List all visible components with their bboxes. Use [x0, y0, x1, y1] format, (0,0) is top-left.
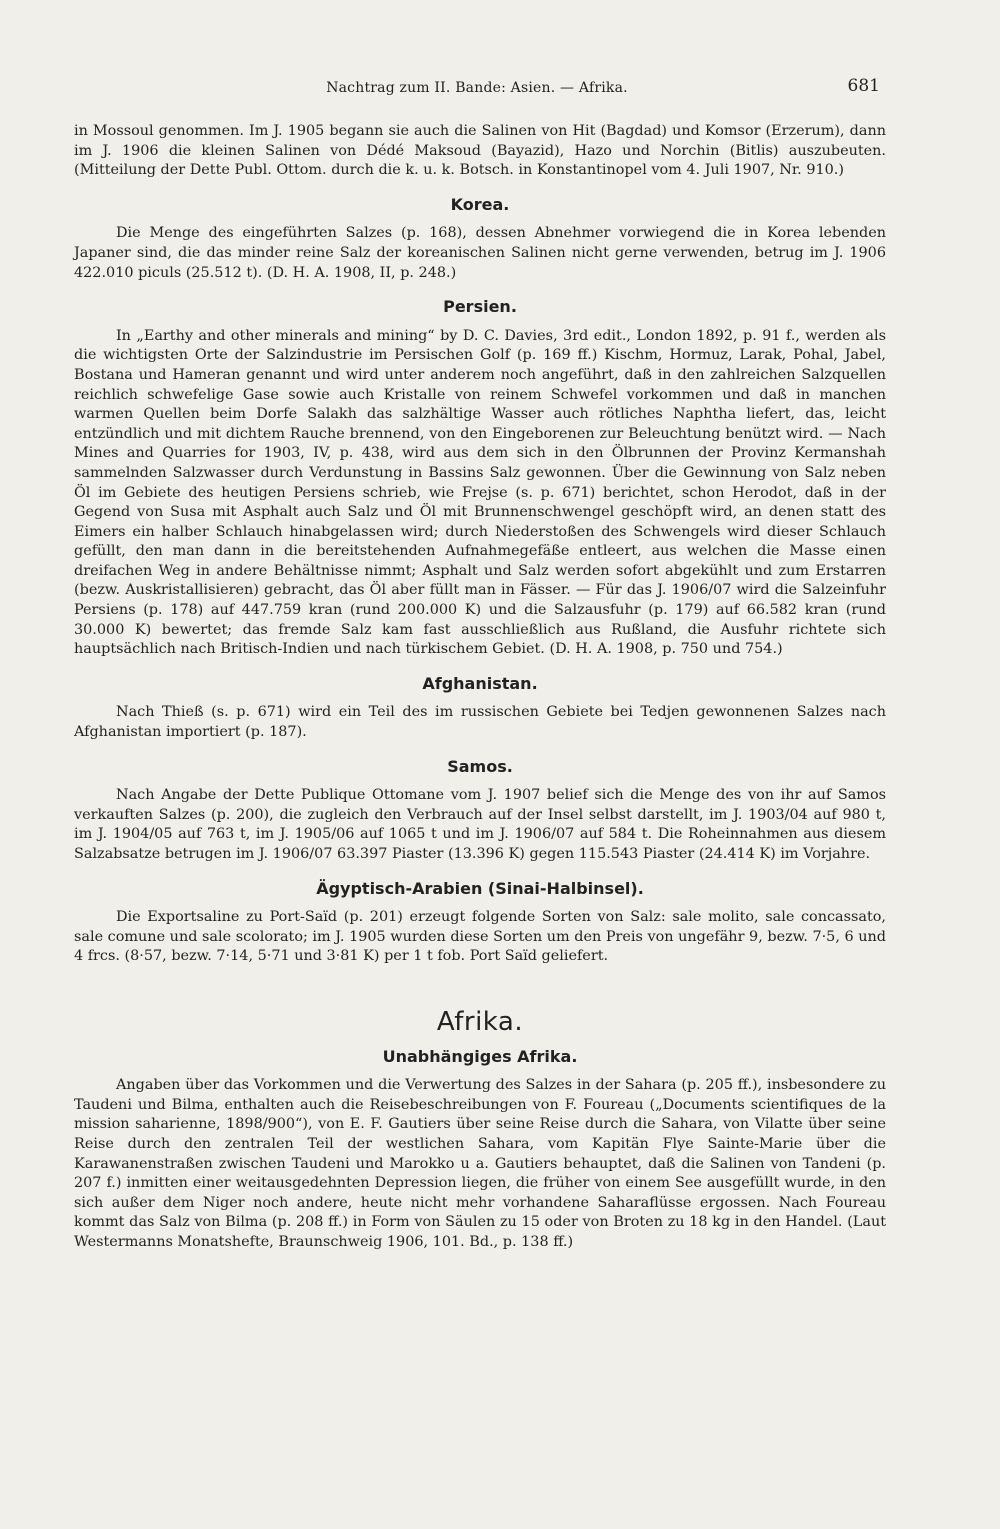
section-heading-korea: Korea. — [450, 194, 510, 214]
running-title: Nachtrag zum II. Bande: Asien. — Afrika. — [326, 80, 628, 96]
persien-paragraph: In „Earthy and other minerals and mining“ by D. C. Davies, 3rd edit., London 1892, p. 91 f., werden als die wichtigsten Orte der Salzindustrie im Persischen Golf (p. 169 ff.) Kischm, Hormuz, Larak, Pohal, Jabel, Bostana und Hameran genannt und wird unter anderem noch angeführt, daß in den zahlreichen Salzquellen reichlich schwefelige Gase sowie auch Kristalle von reinem Schwefel vorkommen und daß in manchen warmen Quellen beim Dorfe Salakh das salzhältige Wasser auch rötliches Naphtha liefert, das, leicht entzündlich und mit dichtem Rauche brennend, von den Eingeborenen zur Beleuchtung benützt wird. — Nach Mines and Quarries for 1903, IV, p. 438, wird aus dem sich in den Ölbrunnen der Provinz Kermanshah sammelnden Salzwasser durch Verdunstung in Bassins Salz gewonnen. Über die Gewinnung von Salz neben Öl im Gebiete des heutigen Persiens schrieb, wie Frejse (s. p. 671) berichtet, schon Herodot, daß in der Gegend von Susa mit Asphalt auch Salz und Öl mit Brunnenschwengel geschöpft wird, an denen statt des Eimers ein halber Schlauch hinabgelassen wird; durch Niederstoßen des Schwengels wird dieser Schlauch gefüllt, den man dann in die bereitstehenden Aufnahmegefäße entleert, aus welchen die Masse einen dreifachen Weg in andere Behältnisse nimmt; Asphalt und Salz werden sofort abgekühlt und zum Erstarren (bezw. Auskristallisieren) gebracht, das Öl aber füllt man in Fässer. — Für das J. 1906/07 wird die Salzeinfuhr Persiens (p. 178) auf 447.759 kran (rund 200.000 K) und die Salzausfuhr (p. 179) auf 66.582 kran (rund 30.000 K) bewertet; das fremde Salz kam fast ausschließlich aus Rußland, die Ausfuhr richtete sich hauptsächlich nach Britisch-Indien und nach türkischem Gebiet. (D. H. A. 1908, p. 750 und 754.) — [74, 327, 886, 658]
part-title: Afrika. — [436, 1006, 524, 1037]
aegyptisch-arabien-paragraph: Die Exportsaline zu Port-Saïd (p. 201) erzeugt folgende Sorten von Salz: sale molito, sale concassato, sale comune und sale scolorato; im J. 1905 wurden diese Sorten um den Preis von ungefähr 9, bezw. 7·5, 6 und 4 frcs. (8·57, bezw. 7·14, 5·71 und 3·81 K) per 1 t fob. Port Saïd geliefert. — [74, 909, 886, 965]
samos-paragraph: Nach Angabe der Dette Publique Ottomane vom J. 1907 belief sich die Menge des von ihr auf Samos verkauften Salzes (p. 200), die zugleich den Verbrauch auf der Insel selbst darstellt, im J. 1903/04 auf 980 t, im J. 1904/05 auf 763 t, im J. 1905/06 auf 1065 t und im J. 1906/07 auf 584 t. Die Roheinnahmen aus diesem Salzabsatze betrugen im J. 1906/07 63.397 Piaster (13.396 K) gegen 115.543 Piaster (24.414 K) im Vorjahre. — [74, 787, 886, 862]
section-heading-aegyptisch-arabien: Ägyptisch-Arabien (Sinai-Halbinsel). — [316, 878, 644, 898]
page-body — [74, 122, 886, 1253]
section-heading-samos: Samos. — [447, 756, 513, 776]
africa-paragraph: Angaben über das Vorkommen und die Verwertung des Salzes in der Sahara (p. 205 ff.), insbesondere zu Taudeni und Bilma, enthalten auch die Reisebeschreibungen von F. Foureau („Documents scientifiques de la mission saharienne, 1898/900“), von E. F. Gautiers über seine Reise durch die Sahara, von Vilatte über seine Reise durch den zentralen Teil der westlichen Sahara, vom Kapitän Flye Sainte-Marie über die Karawanenstraßen zwischen Taudeni und Marokko u a. Gautiers behauptet, daß die Salinen von Tandeni (p. 207 f.) inmitten einer weitausgedehnten Depression liegen, die früher von einem See ausgefüllt wurde, in den sich außer dem Niger noch andere, heute nicht mehr vorhandene Saharaflüsse ergossen. Nach Foureau kommt das Salz von Bilma (p. 208 ff.) in Form von Säulen zu 15 oder von Broten zu 18 kg in den Handel. (Laut Westermanns Monatshefte, Braunschweig 1906, 101. Bd., p. 138 ff.) — [74, 1077, 886, 1250]
afghanistan-paragraph: Nach Thieß (s. p. 671) wird ein Teil des im russischen Gebiete bei Tedjen gewonnenen Salzes nach Afghanistan importiert (p. 187). — [74, 704, 886, 741]
page-number: 681 — [847, 76, 880, 96]
section-heading-afghanistan: Afghanistan. — [422, 673, 538, 693]
section-heading-unabhaengiges-afrika: Unabhängiges Afrika. — [382, 1046, 578, 1066]
section-heading-persien: Persien. — [443, 297, 517, 317]
continuation-paragraph: in Mossoul genommen. Im J. 1905 begann sie auch die Salinen von Hit (Bagdad) und Komsor (Erzerum), dann im J. 1906 die kleinen Salinen von Dédé Maksoud (Bayazid), Hazo und Norchin (Bitlis) auszubeuten. (Mitteilung der Dette Publ. Ottom. durch die k. u. k. Botsch. in Konstantinopel vom 4. Juli 1907, Nr. 910.) — [74, 123, 886, 179]
korea-paragraph: Die Menge des eingeführten Salzes (p. 168), dessen Abnehmer vorwiegend die in Korea lebenden Japaner sind, die das minder reine Salz der koreanischen Salinen nicht gerne verwenden, betrug im J. 1906 422.010 piculs (25.512 t). (D. H. A. 1908, II, p. 248.) — [74, 225, 886, 281]
